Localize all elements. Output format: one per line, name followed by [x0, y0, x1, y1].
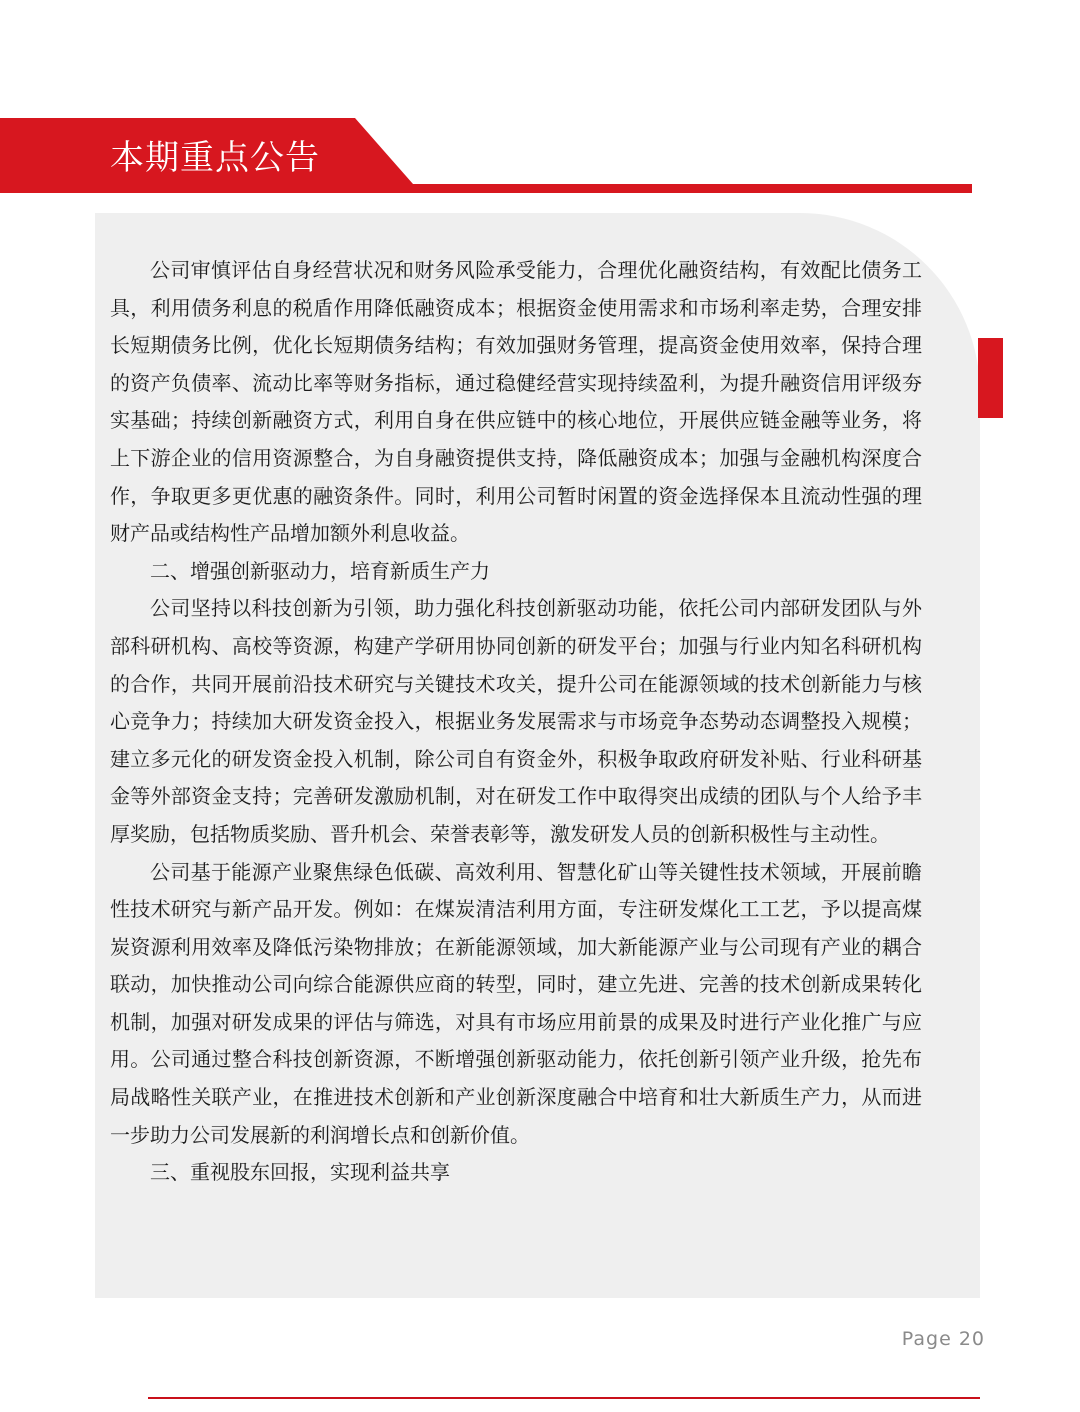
article-body — [110, 252, 922, 1192]
section-heading-innovation: 二、增强创新驱动力，培育新质生产力 — [150, 558, 490, 583]
section-title: 本期重点公告 — [110, 138, 320, 178]
body-paragraph: 公司审慎评估自身经营状况和财务风险承受能力，合理优化融资结构，有效配比债务工具，利用债务利息的税盾作用降低融资成本；根据资金使用需求和市场利率走势，合理安排长短期债务比例，优化长短期债务结构；有效加强财务管理，提高资金使用效率，保持合理的资产负债率、流动比率等财务指标，通过稳健经营实现持续盈利，为提升融资信用评级夯实基础；持续创新融资方式，利用自身在供应链中的核心地位，开展供应链金融等业务，将上下游企业的信用资源整合，为自身融资提供支持，降低融资成本；加强与金融机构深度合作，争取更多更优惠的融资条件。同时，利用公司暂时闲置的资金选择保本且流动性强的理财产品或结构性产品增加额外利息收益。 — [110, 258, 922, 546]
section-heading-shareholder-returns: 三、重视股东回报，实现利益共享 — [150, 1160, 450, 1185]
body-paragraph: 公司坚持以科技创新为引领，助力强化科技创新驱动功能，依托公司内部研发团队与外部科研机构、高校等资源，构建产学研用协同创新的研发平台；加强与行业内知名科研机构的合作，共同开展前沿技术研究与关键技术攻关，提升公司在能源领域的技术创新能力与核心竞争力；持续加大研发资金投入，根据业务发展需求与市场竞争态势动态调整投入规模；建立多元化的研发资金投入机制，除公司自有资金外，积极争取政府研发补贴、行业科研基金等外部资金支持；完善研发激励机制，对在研发工作中取得突出成绩的团队与个人给予丰厚奖励，包括物质奖励、晋升机会、荣誉表彰等，激发研发人员的创新积极性与主动性。 — [110, 596, 922, 846]
side-tab-decoration — [978, 338, 1003, 418]
section-banner — [0, 118, 1080, 198]
page-number: Page 20 — [901, 1328, 985, 1350]
body-paragraph: 公司基于能源产业聚焦绿色低碳、高效利用、智慧化矿山等关键性技术领域，开展前瞻性技术研究与新产品开发。例如：在煤炭清洁利用方面，专注研发煤化工工艺，予以提高煤炭资源利用效率及降低污染物排放；在新能源领域，加大新能源产业与公司现有产业的耦合联动，加快推动公司向综合能源供应商的转型，同时，建立先进、完善的技术创新成果转化机制，加强对研发成果的评估与筛选，对具有市场应用前景的成果及时进行产业化推广与应用。公司通过整合科技创新资源，不断增强创新驱动能力，依托创新引领产业升级，抢先布局战略性关联产业，在推进技术创新和产业创新深度融合中培育和壮大新质生产力，从而进一步助力公司发展新的利润增长点和创新价值。 — [110, 859, 922, 1147]
footer-divider — [148, 1397, 980, 1399]
